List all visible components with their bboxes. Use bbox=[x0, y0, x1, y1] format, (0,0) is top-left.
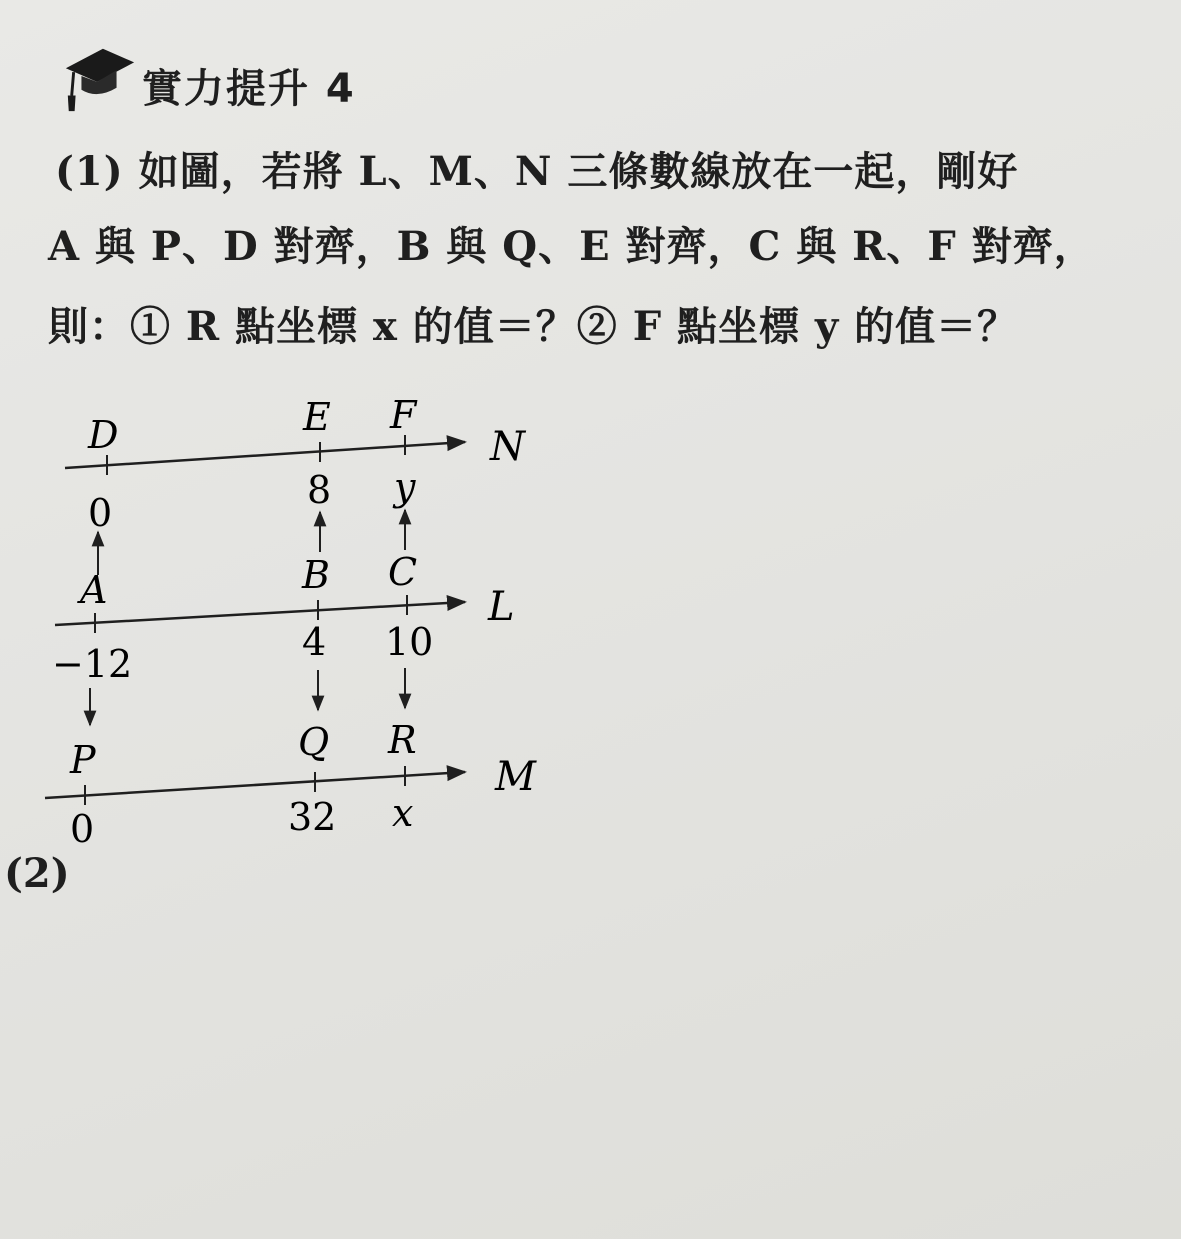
point-label-c: C bbox=[388, 550, 418, 594]
point-label-p: P bbox=[70, 738, 96, 782]
coord-d: 0 bbox=[88, 491, 113, 535]
number-line-l bbox=[52, 550, 515, 686]
point-label-q: Q bbox=[298, 720, 330, 764]
graduation-cap-icon bbox=[60, 39, 138, 117]
problem-line-2: A 與 P、D 對齊，B 與 Q、E 對齊，C 與 R、F 對齊， bbox=[48, 223, 1095, 270]
number-lines-diagram bbox=[0, 380, 600, 860]
problem-line-3: 則：① R 點坐標 x 的值＝？② F 點坐標 y 的值＝？ bbox=[48, 303, 1019, 350]
coord-f: y bbox=[394, 465, 416, 509]
coord-r: x bbox=[392, 791, 414, 835]
line-m-name: M bbox=[495, 754, 536, 800]
section-header bbox=[60, 38, 356, 118]
section-title: 實力提升 4 bbox=[142, 65, 356, 112]
coord-c: 10 bbox=[385, 620, 434, 664]
coord-e: 8 bbox=[307, 468, 332, 512]
point-label-f: F bbox=[390, 393, 417, 437]
problem-line-1: (1) 如圖，若將 L、M、N 三條數線放在一起，剛好 bbox=[55, 148, 1019, 195]
point-label-r: R bbox=[388, 718, 417, 762]
coord-b: 4 bbox=[302, 620, 327, 664]
arrows-up bbox=[98, 510, 405, 575]
point-label-b: B bbox=[302, 553, 330, 597]
coord-a: −12 bbox=[52, 642, 133, 686]
part-2-label: (2) bbox=[4, 850, 70, 897]
number-line-n bbox=[65, 393, 527, 535]
point-label-a: A bbox=[80, 568, 108, 612]
line-n-name: N bbox=[490, 424, 525, 470]
point-label-e: E bbox=[303, 395, 331, 439]
coord-p: 0 bbox=[70, 807, 95, 851]
line-l-name: L bbox=[488, 584, 515, 630]
point-label-d: D bbox=[88, 413, 119, 457]
arrows-down bbox=[90, 668, 405, 725]
coord-q: 32 bbox=[288, 795, 337, 839]
number-line-m bbox=[45, 718, 537, 851]
